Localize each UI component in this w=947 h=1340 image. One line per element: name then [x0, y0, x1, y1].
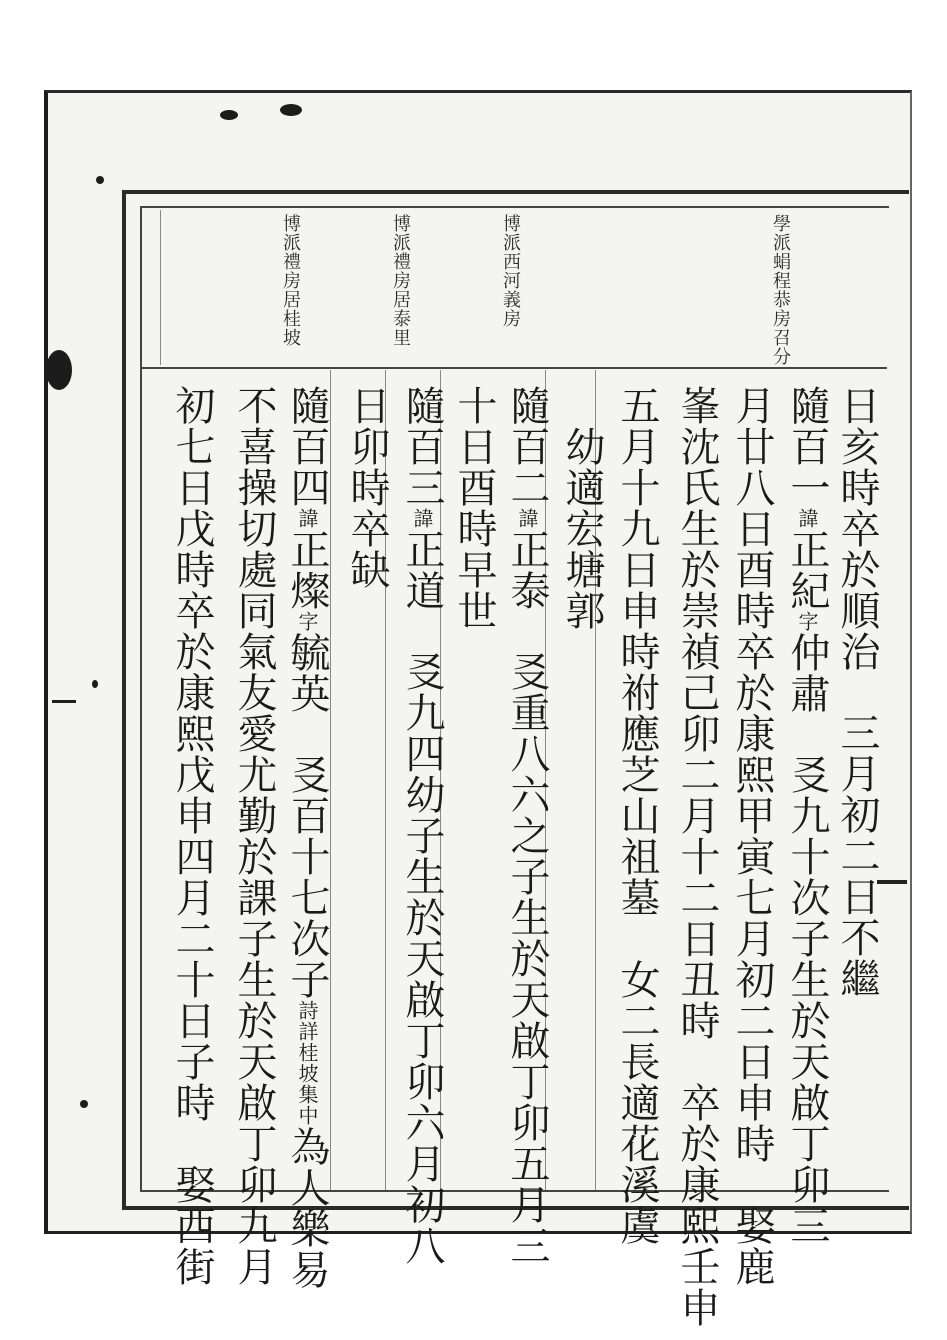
small-note: 諱	[515, 508, 539, 529]
header-divider	[142, 367, 887, 369]
edge-mark	[877, 880, 907, 884]
text-segment: 為人樂易	[284, 1126, 330, 1290]
courtesy-name: 毓英	[284, 632, 330, 714]
entry-heading: 隨百四	[284, 385, 330, 508]
text-segment: 㕛九十次子生於天啟丁卯三	[784, 754, 830, 1246]
ink-blot	[220, 110, 238, 120]
text-column	[785, 385, 829, 1246]
column-rule	[160, 210, 161, 365]
text-column: 五月十九日申時祔應芝山祖墓 女二長適花溪虞	[614, 385, 660, 1246]
entry-heading: 隨百三	[399, 385, 445, 508]
text-column: 峯沈氏生於崇禎己卯二月十二日丑時 卒於康熙壬申	[674, 385, 720, 1328]
given-name: 正燦	[284, 529, 330, 611]
text-column	[835, 385, 879, 999]
small-note: 諱	[295, 508, 319, 529]
courtesy-name: 仲肅	[784, 632, 830, 714]
ink-blot	[96, 176, 104, 184]
entry-heading: 隨百一	[784, 385, 830, 508]
ink-blot	[52, 700, 76, 703]
given-name: 正泰	[504, 529, 550, 611]
text-segment: 日亥時卒於順治	[834, 385, 880, 672]
text-segment: 㕛九四幼子生於天啟丁卯六月初八	[399, 651, 445, 1266]
header-note: 博派禮房居桂坡	[280, 214, 301, 347]
small-note: 字	[795, 611, 819, 632]
small-note: 詩詳桂坡集中	[295, 1000, 319, 1126]
small-note: 諱	[795, 508, 819, 529]
text-segment: 㕛百十七次子	[284, 754, 330, 1000]
header-note: 博派西河義房	[500, 214, 521, 328]
given-name: 正道	[399, 529, 445, 611]
text-segment: 三月初二日不繼	[834, 712, 880, 999]
text-column	[505, 385, 549, 1266]
column-rule	[330, 370, 331, 1190]
given-name: 正紀	[784, 529, 830, 611]
entry-heading: 隨百二	[504, 385, 550, 508]
text-column: 不喜操切處同氣友愛尤勤於課子生於天啟丁卯九月	[231, 385, 277, 1287]
small-note: 字	[295, 611, 319, 632]
text-segment: 㕛重八六之子生於天啟丁卯五月三	[504, 651, 550, 1266]
text-column: 日卯時卒缺	[344, 385, 390, 590]
ink-blot	[280, 104, 302, 116]
ink-blot	[46, 350, 72, 390]
text-column	[285, 385, 329, 1290]
text-column: 十日酉時早世	[451, 385, 497, 631]
text-column	[400, 385, 444, 1266]
text-column: 月廿八日酉時卒於康熙甲寅七月初二日申時 娶鹿	[729, 385, 775, 1287]
header-note: 學派蜎程恭房召分	[770, 214, 791, 366]
small-note: 諱	[410, 508, 434, 529]
text-column: 初七日戊時卒於康熙戊申四月二十日子時 娶西街	[169, 385, 215, 1287]
text-column: 幼適宏塘郭	[559, 385, 605, 631]
ink-blot	[92, 680, 98, 688]
ink-blot	[80, 1100, 88, 1108]
header-note: 博派禮房居泰里	[390, 214, 411, 347]
